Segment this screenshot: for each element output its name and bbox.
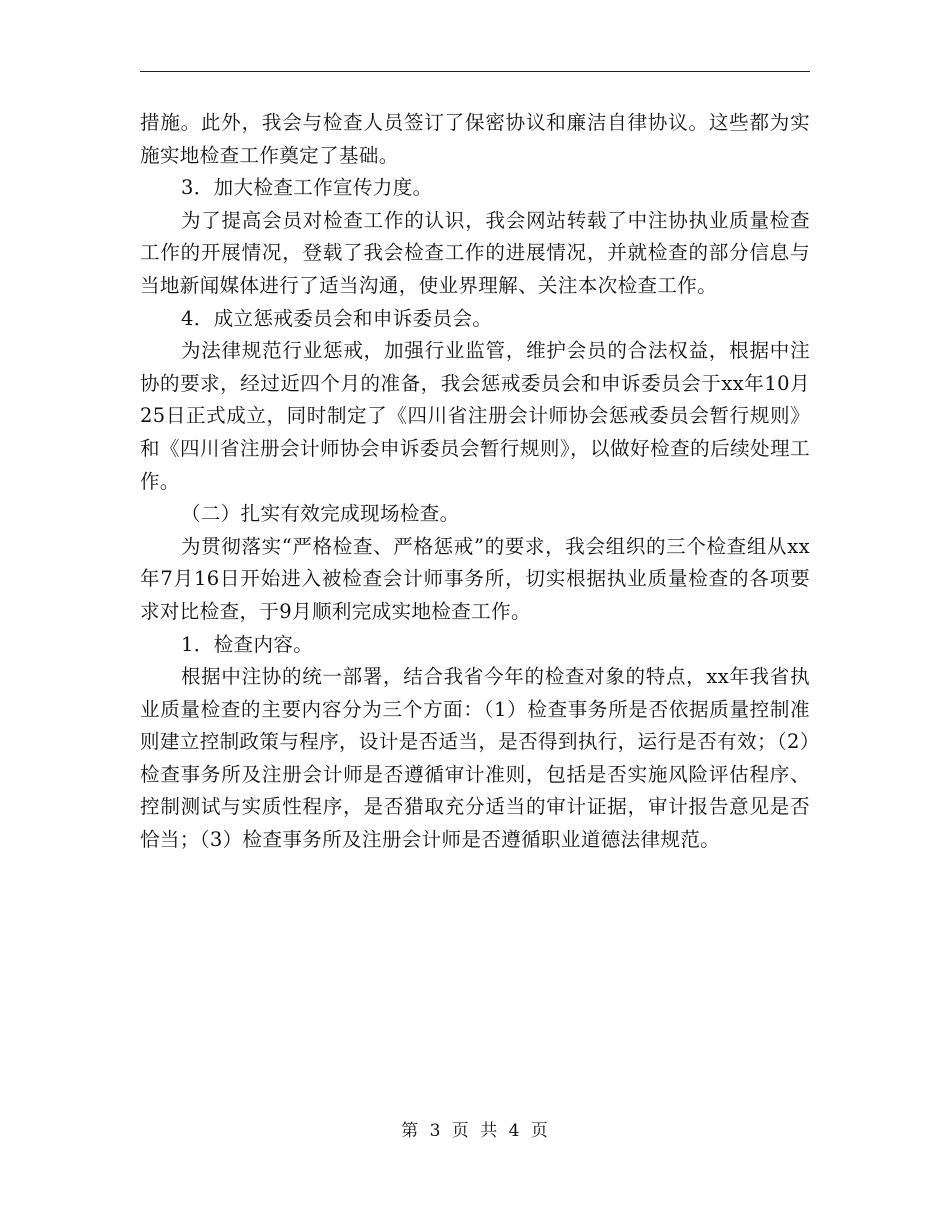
- paragraph-continuation: 措施。此外，我会与检查人员签订了保密协议和廉洁自律协议。这些都为实施实地检查工作奠定了基础。: [140, 111, 810, 167]
- page-number-footer: 第 3 页 共 4 页: [401, 1121, 549, 1141]
- header-rule: [140, 71, 810, 72]
- paragraph-publicity: 为了提高会员对检查工作的认识，我会网站转载了中注协执业质量检查工作的开展情况，登载了我会检查工作的进展情况，并就检查的部分信息与当地新闻媒体进行了适当沟通，使业界理解、关注本次检查工作。: [140, 208, 810, 297]
- heading-committees: 4．成立惩戒委员会和申诉委员会。: [180, 306, 493, 330]
- heading-publicity: 3．加大检查工作宣传力度。: [180, 176, 433, 200]
- document-body: [140, 107, 810, 857]
- paragraph-inspection-content: 根据中注协的统一部署，结合我省今年的检查对象的特点，xx年我省执业质量检查的主要内容分为三个方面：（1）检查事务所是否依据质量控制准则建立控制政策与程序，设计是否适当，是否得到执行，运行是否有效；（2）检查事务所及注册会计师是否遵循审计准则，包括是否实施风险评估程序、控制测试与实质性程序，是否猎取充分适当的审计证据，审计报告意见是否恰当；（3）检查事务所及注册会计师是否遵循职业道德法律规范。: [140, 665, 810, 852]
- heading-onsite-inspection: （二）扎实有效完成现场检查。: [180, 502, 460, 526]
- heading-inspection-content: 1．检查内容。: [180, 632, 314, 656]
- paragraph-onsite-inspection: 为贯彻落实“严格检查、严格惩戒”的要求，我会组织的三个检查组从xx年7月16日开始进入被检查会计师事务所，切实根据执业质量检查的各项要求对比检查，于9月顺利完成实地检查工作。: [140, 534, 810, 623]
- paragraph-committees: 为法律规范行业惩戒，加强行业监管，维护会员的合法权益，根据中注协的要求，经过近四个月的准备，我会惩戒委员会和申诉委员会于xx年10月25日正式成立，同时制定了《四川省注册会计师协会惩戒委员会暂行规则》和《四川省注册会计师协会申诉委员会暂行规则》，以做好检查的后续处理工作。: [140, 339, 810, 493]
